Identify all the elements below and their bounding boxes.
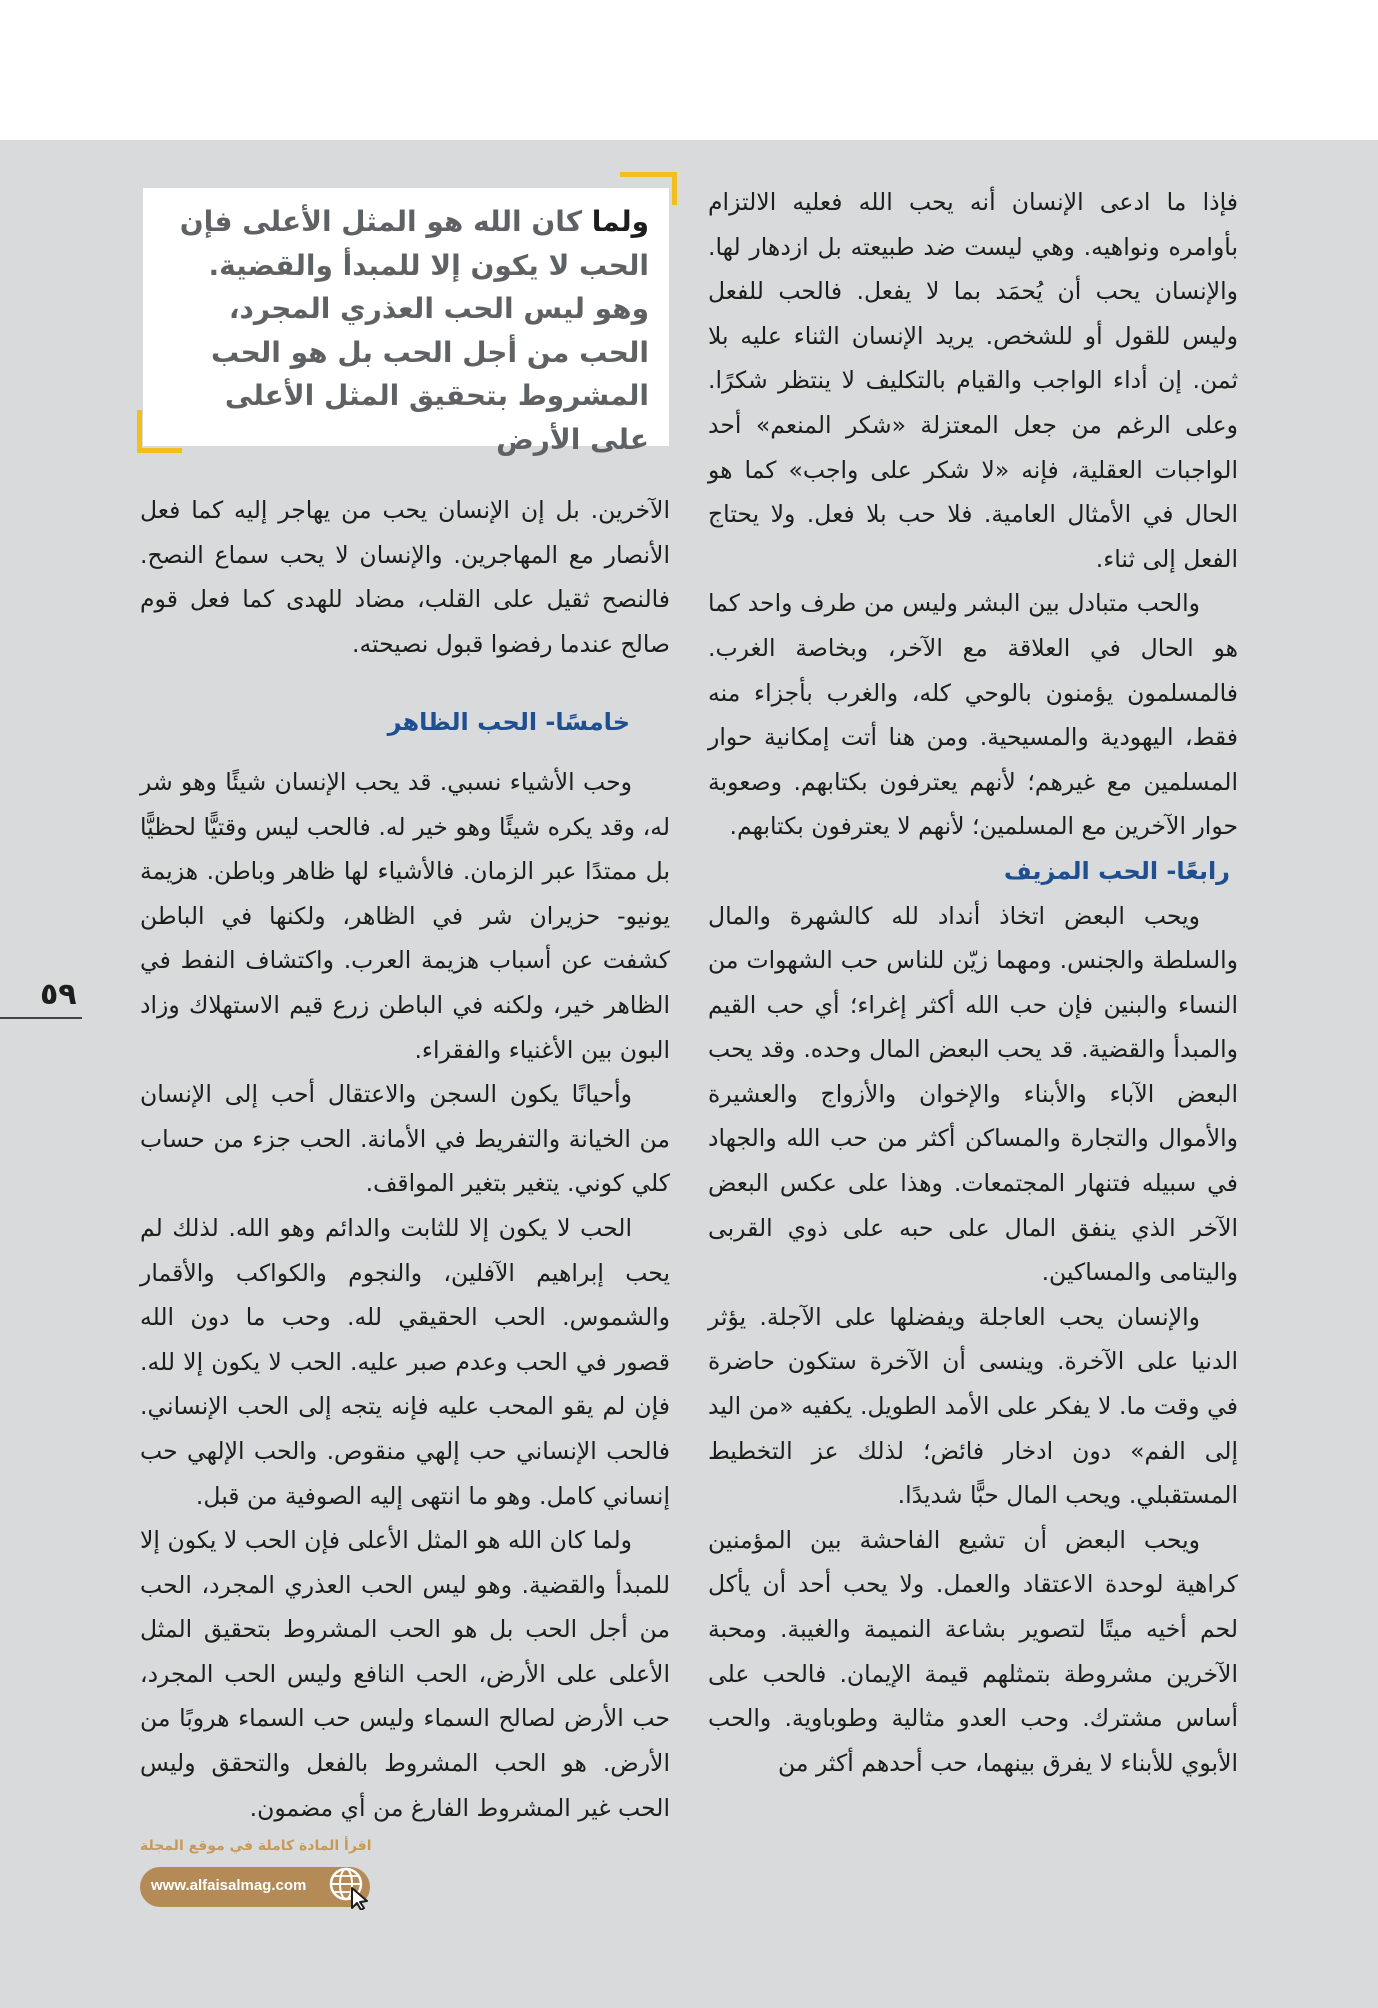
paragraph: الحب لا يكون إلا للثابت والدائم وهو الله. لذلك لم يحب إبراهيم الآفلين، والنجوم والكواكب والأقمار والشموس. الحب الحقيقي لله. وحب ما دون الله قصور في الحب وعدم صبر عليه. الحب لا يكون إلا لله. فإن لم يقو المحب عليه فإنه يتجه إلى الحب الإنساني. فالحب الإنساني حب إلهي منقوص. والحب الإلهي حب إنساني كامل. وهو ما انتهى إليه الصوفية من قبل. — [140, 1213, 670, 1510]
globe-icon — [328, 1866, 372, 1910]
paragraph: ويحب البعض أن تشيع الفاحشة بين المؤمنين كراهية لوحدة الاعتقاد والعمل. ولا يحب أحد أن يأكل لحم أخيه ميتًا لتصوير بشاعة النميمة والغيبة. ومحبة الآخرين مشروطة بتمثلهم قيمة الإيمان. فالحب على أساس مشترك. وحب العدو مثالية وطوباوية. والحب الأبوي للأبناء لا يفرق بينهما، حب أحدهم أكثر من — [708, 1525, 1238, 1777]
page-number: ٥٩ — [40, 977, 77, 1012]
pull-quote-lead: ولما — [591, 205, 649, 238]
read-more-label: اقرأ المادة كاملة في موقع المجلة — [140, 1838, 372, 1854]
paragraph: والحب متبادل بين البشر وليس من طرف واحد كما هو الحال في العلاقة مع الآخر، وبخاصة الغرب. فالمسلمون يؤمنون بالوحي كله، والغرب بأجزاء منه فقط، اليهودية والمسيحية. ومن هنا أتت إمكانية حوار المسلمين مع غيرهم؛ لأنهم يعترفون بكتابهم. وصعوبة حوار الآخرين مع المسلمين؛ لأنهم لا يعترفون بكتابهم. — [708, 589, 1238, 841]
right-column — [708, 180, 1238, 1785]
paragraph: والإنسان يحب العاجلة ويفضلها على الآجلة. يؤثر الدنيا على الآخرة. وينسى أن الآخرة ستكون حاضرة في وقت ما. لا يفكر على الأمد الطويل. يكفيه «من اليد إلى الفم» دون ادخار فائض؛ لذلك عز التخطيط المستقبلي. ويحب المال حبًّا شديدًا. — [708, 1302, 1238, 1510]
left-column-heading-wrap — [140, 700, 670, 745]
paragraph: ويحب البعض اتخاذ أنداد لله كالشهرة والمال والسلطة والجنس. ومهما زيّن للناس حب الشهوات من النساء والبنين فإن حب الله أكثر إغراء؛ أي حب القيم والمبدأ والقضية. قد يحب البعض المال وحده. وقد يحب البعض الآباء والأبناء والإخوان والأزواج والعشيرة والأموال والتجارة والمساكن أكثر من حب الله والجهاد في سبيله فتنهار المجتمعات. وهذا على عكس البعض الآخر الذي ينفق المال على حبه على ذوي القربى واليتامى والمساكين. — [708, 901, 1238, 1287]
paragraph: وأحيانًا يكون السجن والاعتقال أحب إلى الإنسان من الخيانة والتفريط في الأمانة. الحب جزء من حساب كلي كوني. يتغير بتغير المواقف. — [140, 1080, 670, 1198]
paragraph: وحب الأشياء نسبي. قد يحب الإنسان شيئًا وهو شر له، وقد يكره شيئًا وهو خير له. فالحب ليس وقتيًّا لحظيًّا بل ممتدًا عبر الزمان. فالأشياء لها ظاهر وباطن. هزيمة يونيو- حزيران شر في الظاهر، ولكنها في الباطن كشفت عن أسباب هزيمة العرب. واكتشاف النفط في الظاهر خير، ولكنه في الباطن زرع قيم الاستهلاك وزاد البون بين الأغنياء والفقراء. — [140, 768, 670, 1064]
paragraph: ولما كان الله هو المثل الأعلى فإن الحب لا يكون إلا للمبدأ والقضية. وهو ليس الحب العذري المجرد، الحب من أجل الحب بل هو الحب المشروط بتحقيق المثل الأعلى على الأرض، الحب النافع وليس الحب المجرد، حب الأرض لصالح السماء وليس حب السماء هروبًا من الأرض. هو الحب المشروط بالفعل والتحقق وليس الحب غير المشروط الفارغ من أي مضمون. — [140, 1526, 670, 1822]
pull-quote-body: كان الله هو المثل الأعلى فإن الحب لا يكون إلا للمبدأ والقضية. وهو ليس الحب العذري المجرد، الحب من أجل الحب بل هو الحب المشروط بتحقيق المثل الأعلى على الأرض — [179, 205, 649, 456]
left-column-top — [140, 488, 670, 666]
pull-quote-box — [143, 188, 669, 456]
section-heading-fourth: رابعًا- الحب المزيف — [1003, 856, 1230, 885]
pull-quote-text — [169, 200, 649, 461]
quote-bracket-bottom-left — [137, 410, 182, 453]
website-url[interactable]: www.alfaisalmag.com — [151, 1877, 307, 1894]
paragraph: الآخرين. بل إن الإنسان يحب من يهاجر إليه كما فعل الأنصار مع المهاجرين. والإنسان لا يحب سماع النصح. فالنصح ثقيل على القلب، مضاد للهدى كما فعل قوم صالح عندما رفضوا قبول نصيحته. — [140, 496, 670, 658]
quote-bracket-top-right — [620, 172, 677, 205]
left-column — [140, 760, 670, 1830]
page-number-rule — [0, 1017, 82, 1019]
section-heading-fifth: خامسًا- الحب الظاهر — [387, 708, 630, 736]
paragraph: فإذا ما ادعى الإنسان أنه يحب الله فعليه الالتزام بأوامره ونواهيه. وهي ليست ضد طبيعته بل ازدهار لها. والإنسان يحب أن يُحمَد بما لا يفعل. فالحب للفعل وليس للقول أو للشخص. يريد الإنسان الثناء عليه بلا ثمن. إن أداء الواجب والقيام بالتكليف لا ينتظر شكرًا. وعلى الرغم من جعل المعتزلة «شكر المنعم» أحد الواجبات العقلية، فإنه «لا شكر على واجب» كما هو الحال في الأمثال العامية. فلا حب بلا فعل. ولا يحتاج الفعل إلى ثناء. — [708, 188, 1238, 573]
